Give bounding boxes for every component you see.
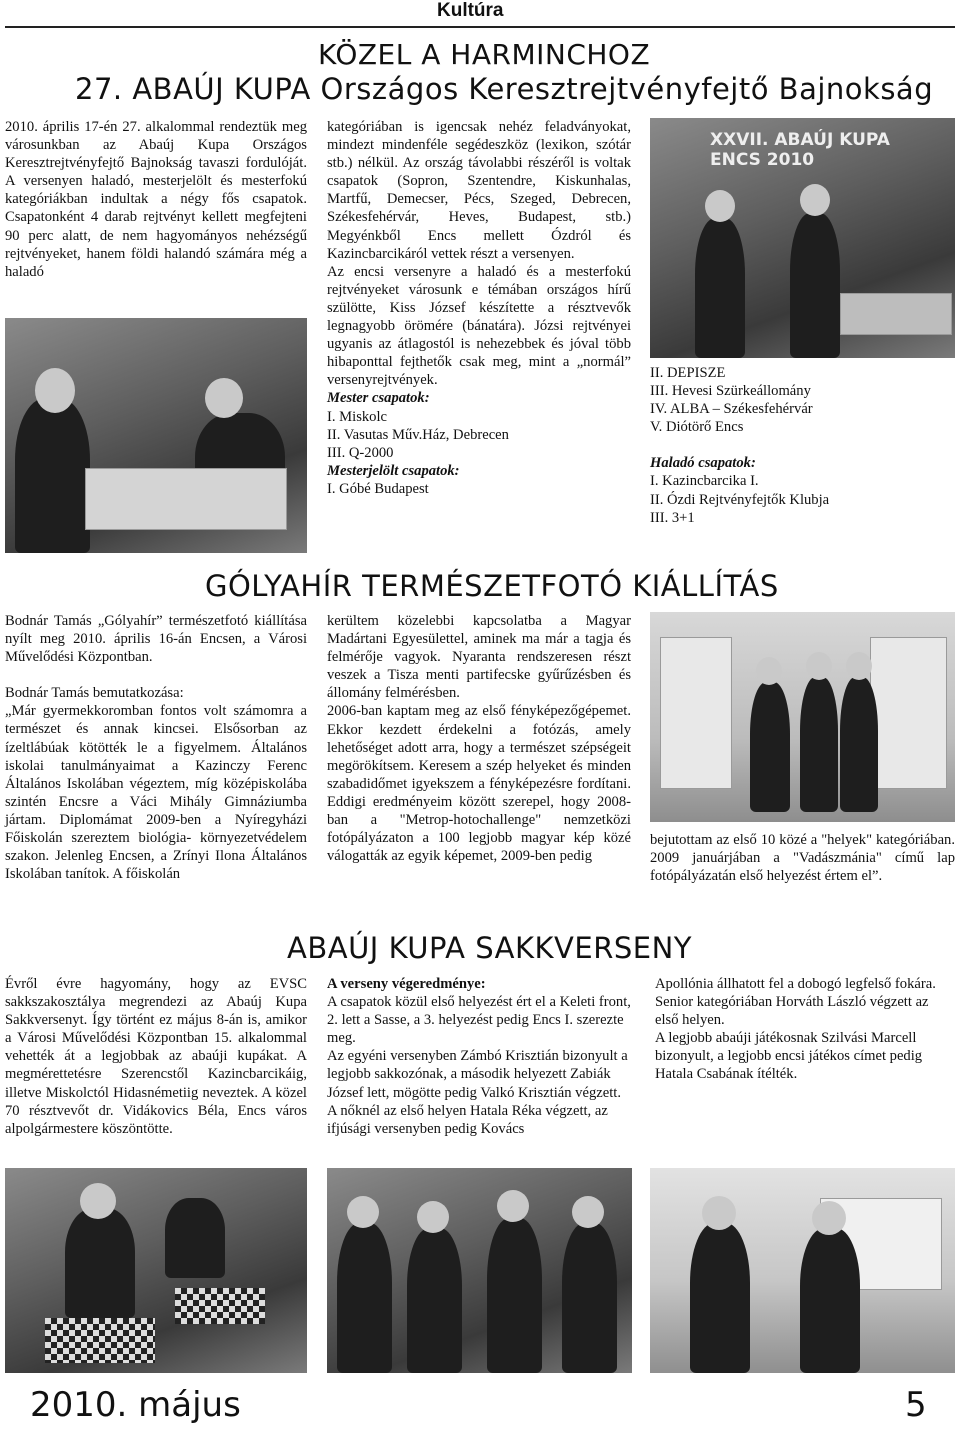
article2-col2 xyxy=(327,612,631,865)
chessboard xyxy=(45,1318,155,1363)
article2-col3-text: bejutottam az első 10 közé a "helyek" kategóriában. 2009 januárjában a "Vadászmánia" című lap fotópályázatán első helyezést értem el”. xyxy=(650,832,955,885)
mester-item: II. Vasutas Műv.Ház, Debrecen xyxy=(327,426,509,443)
chess-players-photo xyxy=(5,1168,307,1373)
mesterjelolt-item: I. Góbé Budapest xyxy=(327,480,429,497)
chessboard xyxy=(175,1288,265,1324)
article3-col3-p2: Senior kategóriában Horváth László végzett az első helyen. xyxy=(655,994,929,1029)
article1-title-line2: 27. ABAÚJ KUPA Országos Keresztrejtvényfejtő Bajnokság xyxy=(75,72,934,106)
photo-figure-head xyxy=(800,184,830,216)
article3-col2-p2: Az egyéni versenyben Zámbó Krisztián bizonyult a legjobb sakkozónak, a második helyezett Zabiák József lett, mögötte pedig Valkó Krisztián végzett. xyxy=(327,1048,628,1101)
photo-figure xyxy=(165,1198,225,1278)
photo-figure-head xyxy=(702,1196,736,1230)
awards-photo xyxy=(650,1168,955,1373)
section-label: Kultúra xyxy=(437,0,504,21)
mester-item: I. Miskolc xyxy=(327,408,387,425)
photo-figure-head xyxy=(806,652,832,680)
mesterjelolt-item: IV. ALBA – Székesfehérvár xyxy=(650,401,813,418)
photo-figure xyxy=(65,1208,135,1318)
article3-col3 xyxy=(655,975,955,1084)
photo-panel xyxy=(870,637,947,789)
photo-figure xyxy=(790,213,840,358)
photo-figure-head xyxy=(205,378,243,418)
article1-col1 xyxy=(5,118,307,281)
halado-heading: Haladó csapatok: xyxy=(650,455,756,472)
crossword-contest-photo xyxy=(5,318,307,553)
photo-banner: XXVII. ABAÚJ KUPA ENCS 2010 xyxy=(710,130,890,170)
article1-col1-text: 2010. április 17-én 27. alkalommal rendeztük meg városunkban az Abaúj Kupa Országos Keresztrejtvényfejtő Bajnokság tavaszi fordulóját. A versenyen haladó, mesterjelölt és mesterfokú kategóriákban indultak a négy fős csapatok. Csapatonként 4 darab rejtvényt kellett megfejteni 90 perc alatt, de nem hagyományos nehézségű rejtvényeket, hanem földi halandó számára még a haladó xyxy=(5,119,307,280)
results-heading: A verseny végeredménye: xyxy=(327,976,486,992)
photo-figure xyxy=(750,682,790,812)
article2-col2-p1: kerültem közelebbi kapcsolatba a Magyar Madártani Egyesülettel, aminek ma már a tagja és felmérője vagyok. Nyaranta rendszeresen részt veszek a Tisza menti partifecske gyűrűzésben és állomány felmérésben. xyxy=(327,613,631,702)
photo-figure-head xyxy=(812,1201,846,1235)
article2-col2-p2: 2006-ban kaptam meg az első fényképezőgépemet. Ekkor kezdett érdekelni a fotózás, amely lehetőséget adott arra, hogy a természet szépségeit megörökítsem. Keresem a szép helyeket és minden szabadidőmet igyekszem a fényképezésre fordítani. Eddigi eredményeim között szerepel, hogy 2008-ban a "Metrop-hotochallenge" nemzetközi fotópályázaton a 100 legjobb magyar kép közé válogatták az egyik képemet, 2009-ben pedig xyxy=(327,703,631,865)
article1-col2 xyxy=(327,118,631,498)
article1-title-line1: KÖZEL A HARMINCHOZ xyxy=(318,38,651,71)
photo-figure-head xyxy=(705,190,735,222)
mesterjelolt-item: V. Diótörő Encs xyxy=(650,419,744,436)
article1-col3 xyxy=(650,364,955,527)
photo-figure-head xyxy=(35,368,75,413)
article3-col2 xyxy=(327,975,631,1138)
photo-figure-head xyxy=(846,652,872,680)
photo-figure-head xyxy=(572,1196,604,1228)
article3-col1 xyxy=(5,975,307,1138)
photo-figure xyxy=(840,677,878,812)
halado-item: III. 3+1 xyxy=(650,509,695,526)
photo-figure-head xyxy=(756,657,782,685)
mesterjelolt-heading: Mesterjelölt csapatok: xyxy=(327,462,460,479)
article3-col3-p1: Apollónia állhatott fel a dobogó legfelső fokára. xyxy=(655,976,936,992)
photo-figure-head xyxy=(417,1201,449,1233)
photo-figure xyxy=(690,1223,750,1373)
photo-table xyxy=(840,293,952,335)
photo-figure xyxy=(487,1218,542,1373)
group-photo xyxy=(327,1168,632,1373)
photo-figure xyxy=(562,1223,617,1373)
photo-figure xyxy=(407,1228,462,1373)
article2-col1-body: „Már gyermekkoromban fontos volt számomra a természet és annak kincsei. Elsősorban az ízeltlábúak kötötték le a figyelmem. Általános iskolai tanulmányaimat a Kazinczy Ferenc Általános Iskolában végeztem, míg középiskolába szintén Encsre a Váci Mihály Gimnáziumba jártam. Diplomámat 2009-ben a Nyíregyházi Főiskolán szereztem biológia- környezetvédelem szakon. Jelenleg Encsen, a Zrínyi Ilona Általános Iskolában tanítok. A főiskolán xyxy=(5,703,307,883)
photo-figure xyxy=(800,677,838,812)
photo-figure xyxy=(337,1223,392,1373)
article3-title: ABAÚJ KUPA SAKKVERSENY xyxy=(287,931,692,965)
photo-figure xyxy=(800,1228,860,1373)
article1-col2-p2: Az encsi versenyre a haladó és a mesterfokú rejtvényeket városunk e témában országos hírű szülötte, Kiss József készítette a résztvevők legnagyobb örömére (bánatára). Józsi rejtvényei ugyanis az átlagostól is nehezebbek és jóval több hibaponttal fejthetők csak meg, mint a „normál” versenyrejtvények. xyxy=(327,263,631,389)
mesterjelolt-item: II. DEPISZE xyxy=(650,365,726,381)
header-rule xyxy=(5,26,955,28)
mester-heading: Mester csapatok: xyxy=(327,390,430,407)
photo-figure xyxy=(15,398,90,553)
article2-col3 xyxy=(650,831,955,885)
article3-col2-p3: A nőknél az első helyen Hatala Réka végzett, az ifjúsági versenyben pedig Kovács xyxy=(327,1102,608,1137)
article1-col2-p1: kategóriában is igencsak nehéz feladványokat, mindezt mindenféle segédeszköz (lexikon, szótár stb.) nélkül. Az ország távolabbi részéről is voltak csapatok (Sopron, Szentendre, Kiskunhalas, Martfű, Demecser, Pécs, Szeged, Debrecen, Székesfehérvár, Heves, Budapest, stb.) Megyénkből Encs mellett Ózdról és Kazincbarcikáról vettek részt a versenyen. xyxy=(327,119,631,262)
exhibition-photo xyxy=(650,612,955,822)
stage-photo xyxy=(650,118,955,358)
article2-intro: Bodnár Tamás „Gólyahír” természetfotó kiállítása nyílt meg 2010. április 16-án Encsen, a Városi Művelődési Központban. xyxy=(5,613,307,666)
article2-lead: Bodnár Tamás bemutatkozása: xyxy=(5,685,184,702)
photo-panel xyxy=(660,637,732,789)
page-number: 5 xyxy=(905,1385,927,1425)
footer-date: 2010. május xyxy=(30,1385,241,1425)
photo-figure-head xyxy=(347,1196,379,1228)
photo-figure-head xyxy=(497,1190,529,1222)
mesterjelolt-item: III. Hevesi Szürkeállomány xyxy=(650,383,811,400)
halado-item: I. Kazincbarcika I. xyxy=(650,473,759,490)
article2-title: GÓLYAHÍR TERMÉSZETFOTÓ KIÁLLÍTÁS xyxy=(205,569,779,603)
halado-item: II. Ózdi Rejtvényfejtők Klubja xyxy=(650,491,830,508)
photo-figure xyxy=(695,218,745,358)
photo-figure-head xyxy=(80,1183,116,1219)
article3-col2-p1: A csapatok közül első helyezést ért el a Keleti front, 2. lett a Sasse, a 3. helyezést pedig Encs I. szerezte meg. xyxy=(327,994,631,1047)
photo-table xyxy=(85,468,287,530)
article3-col3-p3: A legjobb abaúji játékosnak Szilvási Marcell bizonyult, a legjobb encsi játékos címet pedig Hatala Csabának ítélték. xyxy=(655,1030,923,1083)
mester-item: III. Q-2000 xyxy=(327,444,394,461)
article2-col1 xyxy=(5,612,307,883)
article3-col1-text: Évről évre hagyomány, hogy az EVSC sakkszakosztálya megrendezi az Abaúj Kupa Sakkversenyt. Így történt ez május 8-án is, amikor a Városi Művelődési Központban 15. alkalommal vehették át a legjobbak az abaúji kupákat. A megmérettetésre Szerencstől Kazincbarcikáig, illetve Miskolctól Hidasnémetiig neveztek. A közel 70 résztvevőt dr. Vidákovics Béla, Encs város alpolgármestere köszöntötte. xyxy=(5,976,307,1137)
